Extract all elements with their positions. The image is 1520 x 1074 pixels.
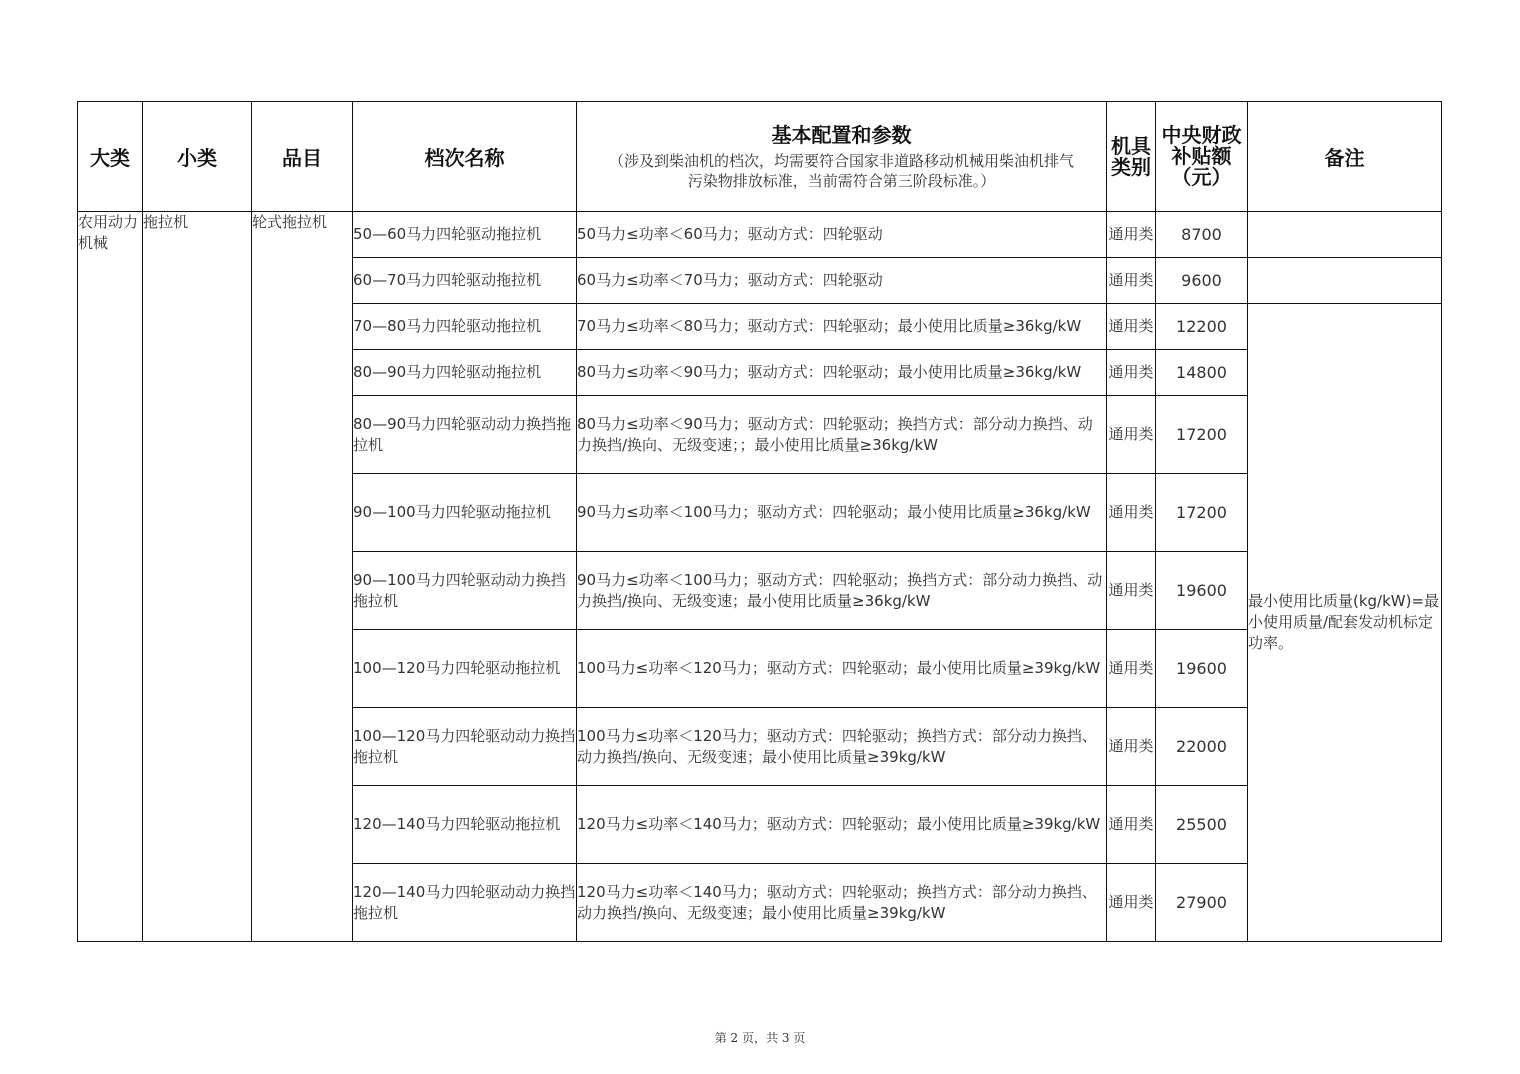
cell-spec: 90马力≤功率＜100马力；驱动方式：四轮驱动；换挡方式：部分动力换挡、动力换挡/换向、无级变速；最小使用比质量≥36kg/kW [577,552,1107,630]
cell-subcategory: 拖拉机 [143,212,252,942]
cell-grade-name: 80—90马力四轮驱动动力换挡拖拉机 [353,396,577,474]
header-row [78,102,1442,212]
cell-type: 通用类 [1107,630,1156,708]
cell-grade-name: 60—70马力四轮驱动拖拉机 [353,258,577,304]
cell-amount: 17200 [1156,474,1248,552]
cell-grade-name: 100—120马力四轮驱动动力换挡拖拉机 [353,708,577,786]
header-subsidy: 中央财政补贴额（元） [1156,102,1248,212]
cell-category: 农用动力机械 [78,212,143,942]
header-grade-name: 档次名称 [353,102,577,212]
cell-type: 通用类 [1107,304,1156,350]
cell-remark-note: 最小使用比质量(kg/kW)=最小使用质量/配套发动机标定功率。 [1248,304,1442,942]
cell-spec: 50马力≤功率＜60马力；驱动方式：四轮驱动 [577,212,1107,258]
cell-spec: 120马力≤功率＜140马力；驱动方式：四轮驱动；换挡方式：部分动力换挡、动力换挡/换向、无级变速；最小使用比质量≥39kg/kW [577,864,1107,942]
cell-spec: 70马力≤功率＜80马力；驱动方式：四轮驱动；最小使用比质量≥36kg/kW [577,304,1107,350]
cell-type: 通用类 [1107,258,1156,304]
cell-item: 轮式拖拉机 [252,212,353,942]
cell-type: 通用类 [1107,474,1156,552]
cell-remark-empty [1248,212,1442,258]
cell-grade-name: 90—100马力四轮驱动拖拉机 [353,474,577,552]
header-subcategory: 小类 [143,102,252,212]
cell-amount: 22000 [1156,708,1248,786]
cell-type: 通用类 [1107,552,1156,630]
cell-type: 通用类 [1107,708,1156,786]
subsidy-table [77,101,1442,942]
cell-spec: 100马力≤功率＜120马力；驱动方式：四轮驱动；换挡方式：部分动力换挡、动力换挡/换向、无级变速；最小使用比质量≥39kg/kW [577,708,1107,786]
cell-grade-name: 120—140马力四轮驱动拖拉机 [353,786,577,864]
cell-amount: 8700 [1156,212,1248,258]
cell-amount: 12200 [1156,304,1248,350]
cell-type: 通用类 [1107,350,1156,396]
cell-type: 通用类 [1107,786,1156,864]
cell-grade-name: 70—80马力四轮驱动拖拉机 [353,304,577,350]
cell-amount: 27900 [1156,864,1248,942]
cell-amount: 19600 [1156,552,1248,630]
cell-spec: 80马力≤功率＜90马力；驱动方式：四轮驱动；最小使用比质量≥36kg/kW [577,350,1107,396]
header-config-title: 基本配置和参数 [771,122,912,147]
cell-remark-empty [1248,258,1442,304]
cell-spec: 80马力≤功率＜90马力；驱动方式：四轮驱动；换挡方式：部分动力换挡、动力换挡/换向、无级变速；；最小使用比质量≥36kg/kW [577,396,1107,474]
cell-amount: 17200 [1156,396,1248,474]
cell-amount: 14800 [1156,350,1248,396]
cell-spec: 100马力≤功率＜120马力；驱动方式：四轮驱动；最小使用比质量≥39kg/kW [577,630,1107,708]
cell-type: 通用类 [1107,864,1156,942]
cell-spec: 120马力≤功率＜140马力；驱动方式：四轮驱动；最小使用比质量≥39kg/kW [577,786,1107,864]
cell-amount: 25500 [1156,786,1248,864]
header-config-note: （涉及到柴油机的档次，均需要符合国家非道路移动机械用柴油机排气污染物排放标准，当前需符合第三阶段标准。） [608,151,1074,190]
table-row [78,212,1442,258]
cell-spec: 90马力≤功率＜100马力；驱动方式：四轮驱动；最小使用比质量≥36kg/kW [577,474,1107,552]
cell-spec: 60马力≤功率＜70马力；驱动方式：四轮驱动 [577,258,1107,304]
cell-grade-name: 90—100马力四轮驱动动力换挡拖拉机 [353,552,577,630]
page-footer: 第 2 页，共 3 页 [714,1031,806,1045]
cell-type: 通用类 [1107,396,1156,474]
header-item: 品目 [252,102,353,212]
cell-amount: 19600 [1156,630,1248,708]
cell-grade-name: 80—90马力四轮驱动拖拉机 [353,350,577,396]
cell-type: 通用类 [1107,212,1156,258]
cell-grade-name: 100—120马力四轮驱动拖拉机 [353,630,577,708]
cell-grade-name: 50—60马力四轮驱动拖拉机 [353,212,577,258]
header-config [577,102,1107,212]
cell-amount: 9600 [1156,258,1248,304]
header-category: 大类 [78,102,143,212]
header-remarks: 备注 [1248,102,1442,212]
header-machine-type: 机具类别 [1107,102,1156,212]
cell-grade-name: 120—140马力四轮驱动动力换挡拖拉机 [353,864,577,942]
